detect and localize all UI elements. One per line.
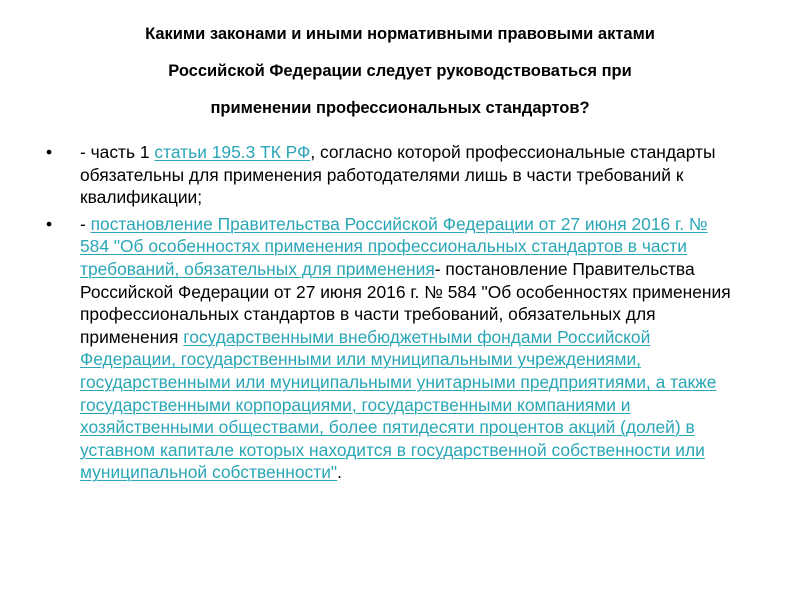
bullet-marker-icon: • (46, 142, 53, 162)
title-line-1: Какими законами и иными нормативными правовыми актами (145, 25, 655, 43)
bullet-text-suffix: , согласно которой профессиональные стандарты обязательны для применения работодателями лишь в части требований к квалификации; (80, 142, 716, 208)
bullet-text-suffix: . (337, 462, 342, 483)
title-line-3: применении профессиональных стандартов? (210, 99, 590, 117)
bullet-text-prefix: - часть 1 (80, 142, 155, 162)
bullet-text-prefix: - (80, 213, 91, 234)
bullet-item-government-decree (44, 213, 734, 484)
bullet-text-middle: - постановление Правительства Российской Федерации от 27 июня 2016 г. № 584 "Об особенностях применения профессиональных стандартов в части требований, обязательных для применения (80, 258, 731, 347)
government-decree-link[interactable]: постановление Правительства Российской Федерации от 27 июня 2016 г. № 584 "Об особенностях применения профессиональных стандартов в части требований, обязательных для применения (80, 213, 708, 279)
title-line-2: Российской Федерации следует руководствоваться при (168, 62, 632, 80)
bullet-list (44, 141, 734, 488)
bullet-item-labor-code (44, 141, 734, 209)
state-organizations-link[interactable]: государственными внебюджетными фондами Российской Федерации, государственными или муниципальными учреждениями, государственными или муниципальными унитарными предприятиями, а также государственными корпорациями, государственными компаниями и хозяйственными обществами, более пятидесяти процентов акций (долей) в уставном капитале которых находится в государственной собственности или муниципальной собственности" (80, 326, 717, 483)
slide-title (70, 16, 730, 127)
labor-code-article-link[interactable]: статьи 195.3 ТК РФ (154, 142, 311, 162)
bullet-marker-icon: • (46, 213, 53, 234)
